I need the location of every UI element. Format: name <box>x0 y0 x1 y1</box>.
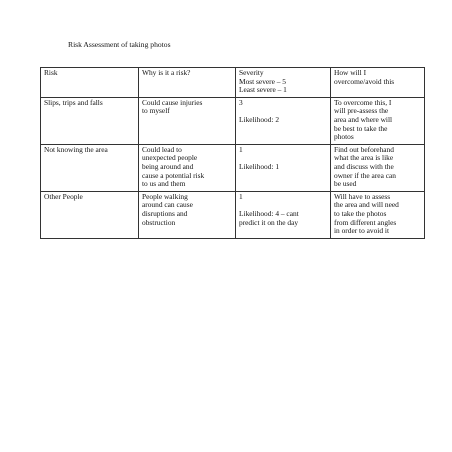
risk-text: Slips, trips and falls <box>44 97 103 107</box>
overcome-line: and discuss with the <box>334 161 394 171</box>
overcome-line: owner if the area can <box>334 170 396 180</box>
why-line: cause a potential risk <box>142 170 205 180</box>
why-line: disruptions and <box>142 208 188 218</box>
header-severity-line: Severity <box>239 68 264 77</box>
overcome-line: to take the photos <box>334 208 387 218</box>
header-why <box>139 68 236 98</box>
table-row <box>41 144 425 191</box>
risk-text: Not knowing the area <box>44 144 108 154</box>
header-severity <box>236 68 331 98</box>
risk-assessment-table <box>40 67 425 239</box>
overcome-line: photos <box>334 132 354 142</box>
header-risk-label: Risk <box>44 68 58 77</box>
overcome-line: the area and will need <box>334 200 399 210</box>
likelihood-text: Likelihood: 2 <box>239 114 280 124</box>
why-line: Could cause injuries <box>142 97 203 107</box>
table-row <box>41 97 425 144</box>
header-risk <box>41 68 139 98</box>
risk-cell <box>41 97 139 144</box>
overcome-line: To overcome this, I <box>334 97 392 107</box>
overcome-cell <box>331 97 425 144</box>
risk-text: Other People <box>44 191 83 201</box>
severity-value: 1 <box>239 144 243 154</box>
severity-value: 3 <box>239 97 243 107</box>
likelihood-text: Likelihood: 1 <box>239 161 280 171</box>
header-overcome-line: overcome/avoid this <box>334 76 395 86</box>
severity-cell <box>236 191 331 238</box>
page-title: Risk Assessment of taking photos <box>68 40 171 49</box>
why-line: unexpected people <box>142 153 198 163</box>
why-line: obstruction <box>142 217 176 227</box>
overcome-cell <box>331 144 425 191</box>
severity-value: 1 <box>239 191 243 201</box>
overcome-line: be used <box>334 179 357 189</box>
overcome-line: Will have to assess <box>334 191 391 201</box>
why-line: to myself <box>142 106 170 116</box>
header-severity-line: Most severe – 5 <box>239 76 287 86</box>
why-cell <box>139 97 236 144</box>
overcome-line: be best to take the <box>334 123 388 133</box>
overcome-cell <box>331 191 425 238</box>
risk-cell <box>41 144 139 191</box>
overcome-line: will pre-assess the <box>334 106 389 116</box>
why-cell <box>139 191 236 238</box>
table-header-row <box>41 68 425 98</box>
risk-cell <box>41 191 139 238</box>
header-severity-line: Least severe – 1 <box>239 85 287 95</box>
overcome-line: what the area is like <box>334 153 394 163</box>
likelihood-text: Likelihood: 4 – cant <box>239 208 299 218</box>
severity-cell <box>236 97 331 144</box>
header-overcome-line: How will I <box>334 68 367 77</box>
overcome-line: in order to avoid it <box>334 226 390 236</box>
overcome-line: from different angles <box>334 217 397 227</box>
severity-cell <box>236 144 331 191</box>
why-line: around can cause <box>142 200 193 210</box>
why-line: People walking <box>142 191 188 201</box>
why-line: being around and <box>142 161 194 171</box>
why-line: to us and them <box>142 179 186 189</box>
header-why-label: Why is it a risk? <box>142 68 191 77</box>
header-overcome <box>331 68 425 98</box>
table-row <box>41 191 425 238</box>
why-cell <box>139 144 236 191</box>
why-line: Could lead to <box>142 144 182 154</box>
overcome-line: area and where will <box>334 114 393 124</box>
overcome-line: Find out beforehand <box>334 144 394 154</box>
likelihood-text: predict it on the day <box>239 217 299 227</box>
